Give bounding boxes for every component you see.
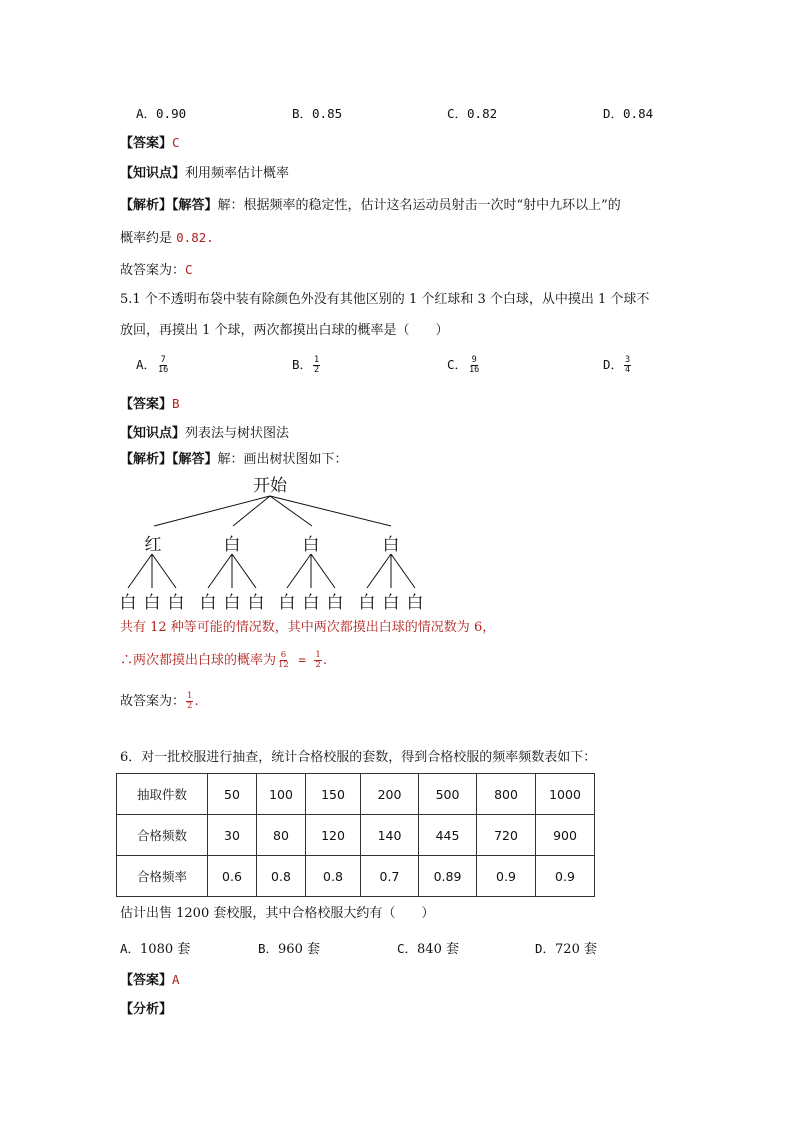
table-cell: 120 xyxy=(306,815,361,856)
option-letter: D． xyxy=(535,941,556,956)
table-cell: 100 xyxy=(257,774,306,815)
fraction-denominator: 16 xyxy=(469,365,480,375)
analysis-tag: 【解析】【解答】 xyxy=(120,452,218,467)
answer-value: A xyxy=(172,972,180,987)
q6-answer xyxy=(120,970,180,991)
q6-option-d xyxy=(535,938,597,957)
option-letter: A． xyxy=(136,106,157,121)
table-cell: 140 xyxy=(361,815,419,856)
fraction-numerator: 1 xyxy=(314,355,320,365)
table-cell: 80 xyxy=(257,815,306,856)
option-text: 1080 套 xyxy=(140,942,191,957)
tree-edge xyxy=(367,554,391,588)
q5-option-b xyxy=(292,355,321,375)
table-cell: 50 xyxy=(208,774,257,815)
q4-analysis-line2 xyxy=(120,228,214,249)
tree-leaf: 白 xyxy=(326,593,344,613)
answer-tag: 【答案】 xyxy=(120,397,173,412)
q6-analysis-tag: 【分析】 xyxy=(120,1002,173,1017)
tree-leaf: 白 xyxy=(167,593,185,613)
answer-tag: 【答案】 xyxy=(120,136,173,151)
q5-answer xyxy=(120,394,180,415)
tree-node-l1: 白 xyxy=(382,535,400,555)
option-fraction xyxy=(468,356,480,375)
fraction-denominator: 16 xyxy=(158,365,169,375)
final-fraction xyxy=(186,692,193,711)
tree-edge xyxy=(311,554,335,588)
table-cell: 0.8 xyxy=(306,856,361,897)
q6-stem: 6．对一批校服进行抽查，统计合格校服的套数，得到合格校服的频率频数表如下： xyxy=(120,750,597,765)
q4-knowledge xyxy=(120,164,289,184)
table-cell: 445 xyxy=(419,815,477,856)
q4-analysis xyxy=(120,196,621,216)
table-cell: 900 xyxy=(536,815,595,856)
option-letter: D． xyxy=(603,106,624,121)
tree-leaf: 白 xyxy=(247,593,265,613)
fraction-denominator: 12 xyxy=(278,660,289,670)
tree-edge xyxy=(154,496,270,526)
tree-leaf: 白 xyxy=(278,593,296,613)
table-row xyxy=(117,856,595,897)
q4-option-d xyxy=(603,104,653,122)
option-fraction xyxy=(313,356,320,375)
q5-option-c xyxy=(447,355,481,375)
table-cell: 200 xyxy=(361,774,419,815)
knowledge-text: 利用频率估计概率 xyxy=(185,166,290,181)
option-text: 0.85 xyxy=(312,106,343,121)
option-letter: C． xyxy=(447,106,468,121)
option-text: 840 套 xyxy=(417,942,459,957)
q4-answer xyxy=(120,133,180,154)
option-text: 0.90 xyxy=(156,106,187,121)
option-text: 0.82 xyxy=(467,106,498,121)
tree-node-l1: 红 xyxy=(144,535,162,555)
q4-final xyxy=(120,260,193,281)
option-letter: A． xyxy=(136,357,157,372)
result-text: ∴两次都摸出白球的概率为 xyxy=(120,653,277,668)
table-cell: 800 xyxy=(477,774,536,815)
tree-leaf: 白 xyxy=(143,593,161,613)
result-fraction xyxy=(277,651,290,670)
analysis-tag: 【解析】【解答】 xyxy=(120,198,218,213)
table-cell: 500 xyxy=(419,774,477,815)
tree-edge xyxy=(128,554,152,588)
final-value: C xyxy=(185,262,193,277)
table-cell: 0.9 xyxy=(477,856,536,897)
tree-root: 开始 xyxy=(253,476,287,496)
tree-node-l1: 白 xyxy=(302,535,320,555)
analysis-text: 解：根据频率的稳定性，估计这名运动员射击一次时“射中九环以上”的 xyxy=(217,198,621,213)
analysis-text: 解：画出树状图如下： xyxy=(217,452,348,467)
tree-edge xyxy=(232,554,256,588)
final-end: . xyxy=(194,694,199,709)
table-cell: 0.7 xyxy=(361,856,419,897)
table-row xyxy=(117,815,595,856)
table-cell: 0.9 xyxy=(536,856,595,897)
tree-diagram xyxy=(112,470,442,615)
q5-result-line1: 共有 12 种等可能的情况数，其中两次都摸出白球的情况数为 6， xyxy=(120,620,496,635)
option-letter: B． xyxy=(292,357,313,372)
fraction-numerator: 3 xyxy=(625,355,631,365)
frequency-table xyxy=(116,773,595,897)
tree-edge xyxy=(270,496,391,526)
option-letter: C． xyxy=(397,941,418,956)
tree-leaf: 白 xyxy=(382,593,400,613)
knowledge-tag: 【知识点】 xyxy=(120,166,186,181)
knowledge-text: 列表法与树状图法 xyxy=(185,426,290,441)
q5-analysis xyxy=(120,450,348,470)
knowledge-tag: 【知识点】 xyxy=(120,426,186,441)
option-letter: B． xyxy=(292,106,313,121)
table-row-header: 合格频数 xyxy=(117,815,208,856)
tree-edge xyxy=(208,554,232,588)
answer-value: C xyxy=(172,135,180,150)
fraction-numerator: 6 xyxy=(280,650,287,660)
table-cell: 0.89 xyxy=(419,856,477,897)
tree-leaf: 白 xyxy=(119,593,137,613)
option-fraction xyxy=(157,356,169,375)
tree-leaf: 白 xyxy=(199,593,217,613)
option-text: 960 套 xyxy=(278,942,320,957)
fraction-numerator: 7 xyxy=(160,355,166,365)
table-cell: 150 xyxy=(306,774,361,815)
fraction-denominator: 2 xyxy=(187,701,193,711)
tree-leaf: 白 xyxy=(302,593,320,613)
q4-option-c xyxy=(447,104,497,122)
fraction-denominator: 2 xyxy=(314,365,320,375)
final-label: 故答案为： xyxy=(120,263,186,278)
q6-question: 估计出售 1200 套校服，其中合格校服大约有（ ） xyxy=(120,906,435,921)
table-row-header: 合格频率 xyxy=(117,856,208,897)
option-letter: B． xyxy=(258,941,279,956)
table-cell: 30 xyxy=(208,815,257,856)
final-label: 故答案为： xyxy=(120,694,186,709)
q5-stem-line1: 5.1 个不透明布袋中装有除颜色外没有其他区别的 1 个红球和 3 个白球，从中摸出 1 个球不 xyxy=(120,292,650,307)
q4-option-a xyxy=(136,104,186,122)
tree-edges xyxy=(128,496,415,588)
fraction-numerator: 9 xyxy=(471,355,477,365)
q5-result-line2 xyxy=(120,648,327,673)
q6-option-c xyxy=(397,938,459,957)
tree-leaf: 白 xyxy=(223,593,241,613)
fraction-denominator: 4 xyxy=(625,365,631,375)
option-letter: C． xyxy=(447,357,468,372)
tree-edge xyxy=(270,496,312,526)
analysis-value: 0.82. xyxy=(176,230,214,245)
table-cell: 0.6 xyxy=(208,856,257,897)
result-end: . xyxy=(322,653,327,668)
q5-option-d xyxy=(603,355,632,375)
option-text: 0.84 xyxy=(623,106,654,121)
q5-knowledge xyxy=(120,424,289,444)
q4-option-b xyxy=(292,104,342,122)
result-fraction xyxy=(314,651,321,670)
option-letter: A． xyxy=(120,941,141,956)
analysis-text: 概率约是 xyxy=(120,231,177,246)
equals-sign: = xyxy=(290,652,314,667)
fraction-numerator: 1 xyxy=(315,650,321,660)
q5-final xyxy=(120,690,199,714)
tree-node-l1: 白 xyxy=(223,535,241,555)
tree-leaf: 白 xyxy=(358,593,376,613)
fraction-numerator: 1 xyxy=(187,691,193,701)
table-cell: 0.8 xyxy=(257,856,306,897)
table-cell: 720 xyxy=(477,815,536,856)
option-letter: D． xyxy=(603,357,624,372)
q5-option-a xyxy=(136,355,170,375)
table-cell: 1000 xyxy=(536,774,595,815)
tree-leaf: 白 xyxy=(406,593,424,613)
tree-edge xyxy=(287,554,311,588)
fraction-denominator: 2 xyxy=(315,660,321,670)
answer-value: B xyxy=(172,396,180,411)
table-row xyxy=(117,774,595,815)
option-fraction xyxy=(624,356,631,375)
tree-edge xyxy=(152,554,176,588)
option-text: 720 套 xyxy=(555,942,597,957)
answer-tag: 【答案】 xyxy=(120,973,173,988)
table-row-header: 抽取件数 xyxy=(117,774,208,815)
tree-edge xyxy=(391,554,415,588)
q6-option-a xyxy=(120,938,190,957)
q5-stem-line2: 放回，再摸出 1 个球，两次都摸出白球的概率是（ ） xyxy=(120,323,449,338)
q6-option-b xyxy=(258,938,320,957)
